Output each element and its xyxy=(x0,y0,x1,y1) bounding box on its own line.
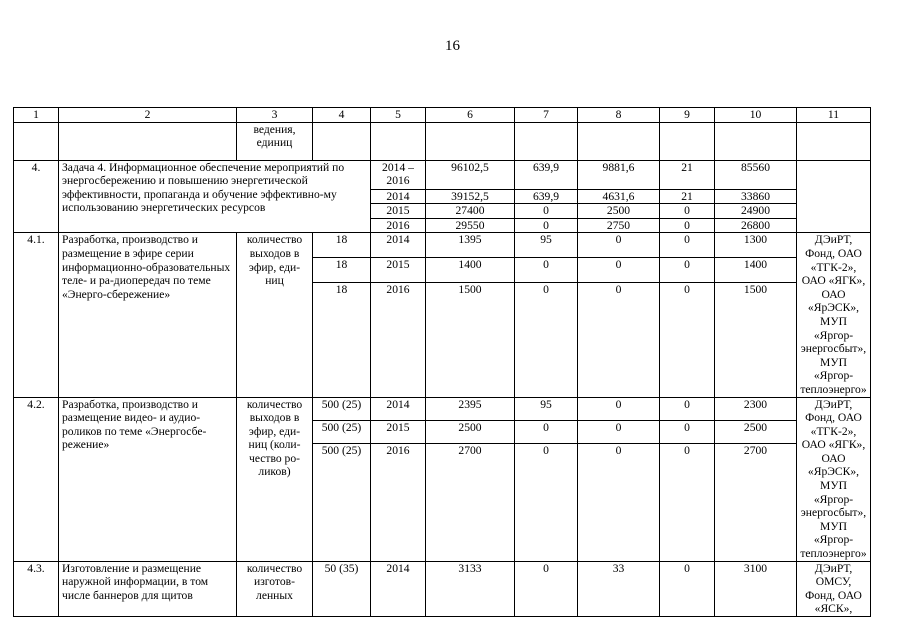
federal-cell: 0 xyxy=(515,420,578,443)
year-cell: 2014 – 2016 xyxy=(371,160,426,189)
total-cell: 1500 xyxy=(426,282,515,397)
column-number: 8 xyxy=(578,108,660,123)
row-number: 4.3. xyxy=(14,561,59,616)
quantity-cell: 18 xyxy=(313,257,371,282)
quantity-cell: 500 (25) xyxy=(313,420,371,443)
extra-cell: 3100 xyxy=(715,561,797,616)
unit-cell: количество изготов-ленных xyxy=(237,561,313,616)
federal-cell: 639,9 xyxy=(515,189,578,204)
municipal-cell: 0 xyxy=(660,218,715,233)
year-cell: 2015 xyxy=(371,420,426,443)
municipal-cell: 0 xyxy=(660,420,715,443)
year-cell: 2014 xyxy=(371,233,426,258)
extra-cell: 24900 xyxy=(715,204,797,219)
municipal-cell: 0 xyxy=(660,561,715,616)
item-name: Разработка, производство и размещение видео- и аудио-роликов по теме «Энергосбе-режение» xyxy=(59,397,237,561)
regional-cell: 33 xyxy=(578,561,660,616)
extra-cell: 85560 xyxy=(715,160,797,189)
year-cell: 2016 xyxy=(371,443,426,561)
year-cell: 2014 xyxy=(371,561,426,616)
column-number: 11 xyxy=(797,108,871,123)
municipal-cell: 0 xyxy=(660,397,715,420)
quantity-cell: 500 (25) xyxy=(313,397,371,420)
column-number-row xyxy=(14,108,871,123)
quantity-cell: 500 (25) xyxy=(313,443,371,561)
regional-cell: 0 xyxy=(578,443,660,561)
federal-cell: 95 xyxy=(515,233,578,258)
quantity-cell: 18 xyxy=(313,233,371,258)
task-row xyxy=(14,160,871,189)
unit-cell: ведения, единиц xyxy=(237,122,313,160)
regional-cell: 9881,6 xyxy=(578,160,660,189)
column-number: 10 xyxy=(715,108,797,123)
municipal-cell: 21 xyxy=(660,160,715,189)
municipal-cell: 21 xyxy=(660,189,715,204)
municipal-cell: 0 xyxy=(660,233,715,258)
year-cell: 2014 xyxy=(371,397,426,420)
year-cell: 2015 xyxy=(371,257,426,282)
item-name: Изготовление и размещение наружной информации, в том числе баннеров для щитов xyxy=(59,561,237,616)
item-row xyxy=(14,561,871,616)
row-number: 4. xyxy=(14,160,59,233)
federal-cell: 0 xyxy=(515,204,578,219)
regional-cell: 0 xyxy=(578,397,660,420)
item-row xyxy=(14,397,871,420)
column-number: 1 xyxy=(14,108,59,123)
total-cell: 27400 xyxy=(426,204,515,219)
total-cell: 96102,5 xyxy=(426,160,515,189)
federal-cell: 95 xyxy=(515,397,578,420)
municipal-cell: 0 xyxy=(660,282,715,397)
column-number: 9 xyxy=(660,108,715,123)
total-cell: 3133 xyxy=(426,561,515,616)
extra-cell: 2700 xyxy=(715,443,797,561)
extra-cell: 33860 xyxy=(715,189,797,204)
executors-cell: ДЭиРТ, Фонд, ОАО «ТГК-2», ОАО «ЯГК», ОАО «ЯрЭСК», МУП «Яргор-энергосбыт», МУП «Яргор-теплоэнерго» xyxy=(797,397,871,561)
federal-cell: 0 xyxy=(515,257,578,282)
total-cell: 2395 xyxy=(426,397,515,420)
extra-cell: 1500 xyxy=(715,282,797,397)
regional-cell: 4631,6 xyxy=(578,189,660,204)
extra-cell: 26800 xyxy=(715,218,797,233)
total-cell: 1400 xyxy=(426,257,515,282)
item-row xyxy=(14,233,871,258)
executors-cell: ДЭиРТ, Фонд, ОАО «ТГК-2», ОАО «ЯГК», ОАО «ЯрЭСК», МУП «Яргор-энергосбыт», МУП «Яргор-теплоэнерго» xyxy=(797,233,871,397)
total-cell: 2700 xyxy=(426,443,515,561)
column-number: 5 xyxy=(371,108,426,123)
total-cell: 29550 xyxy=(426,218,515,233)
year-cell: 2014 xyxy=(371,189,426,204)
program-table xyxy=(13,107,871,617)
federal-cell: 0 xyxy=(515,443,578,561)
year-cell: 2016 xyxy=(371,282,426,397)
municipal-cell: 0 xyxy=(660,443,715,561)
regional-cell: 0 xyxy=(578,282,660,397)
item-name: Разработка, производство и размещение в эфире серии информационно-образовательных теле- и ра-диопередач по теме «Энерго-сбережение» xyxy=(59,233,237,397)
page-number: 16 xyxy=(445,38,460,54)
regional-cell: 2750 xyxy=(578,218,660,233)
total-cell: 2500 xyxy=(426,420,515,443)
extra-cell: 1400 xyxy=(715,257,797,282)
extra-cell: 2500 xyxy=(715,420,797,443)
municipal-cell: 0 xyxy=(660,204,715,219)
regional-cell: 0 xyxy=(578,420,660,443)
federal-cell: 0 xyxy=(515,218,578,233)
year-cell: 2016 xyxy=(371,218,426,233)
federal-cell: 639,9 xyxy=(515,160,578,189)
column-number: 3 xyxy=(237,108,313,123)
row-number: 4.2. xyxy=(14,397,59,561)
extra-cell: 2300 xyxy=(715,397,797,420)
regional-cell: 0 xyxy=(578,257,660,282)
unit-cell: количество выходов в эфир, еди-ниц xyxy=(237,233,313,397)
task-description: Задача 4. Информационное обеспечение мероприятий по энергосбережению и повышению энергетической эффективности, пропаганда и обучение эффективно-му использованию энергетических ресурсов xyxy=(59,160,371,233)
federal-cell: 0 xyxy=(515,282,578,397)
year-cell: 2015 xyxy=(371,204,426,219)
municipal-cell: 0 xyxy=(660,257,715,282)
unit-cell: количество выходов в эфир, еди-ниц (коли-чество ро-ликов) xyxy=(237,397,313,561)
continuation-row xyxy=(14,122,871,160)
executors-cell: ДЭиРТ, ОМСУ, Фонд, ОАО «ЯСК», xyxy=(797,561,871,616)
column-number: 6 xyxy=(426,108,515,123)
column-number: 4 xyxy=(313,108,371,123)
total-cell: 1395 xyxy=(426,233,515,258)
quantity-cell: 18 xyxy=(313,282,371,397)
column-number: 2 xyxy=(59,108,237,123)
extra-cell: 1300 xyxy=(715,233,797,258)
column-number: 7 xyxy=(515,108,578,123)
regional-cell: 2500 xyxy=(578,204,660,219)
federal-cell: 0 xyxy=(515,561,578,616)
row-number: 4.1. xyxy=(14,233,59,397)
regional-cell: 0 xyxy=(578,233,660,258)
total-cell: 39152,5 xyxy=(426,189,515,204)
quantity-cell: 50 (35) xyxy=(313,561,371,616)
